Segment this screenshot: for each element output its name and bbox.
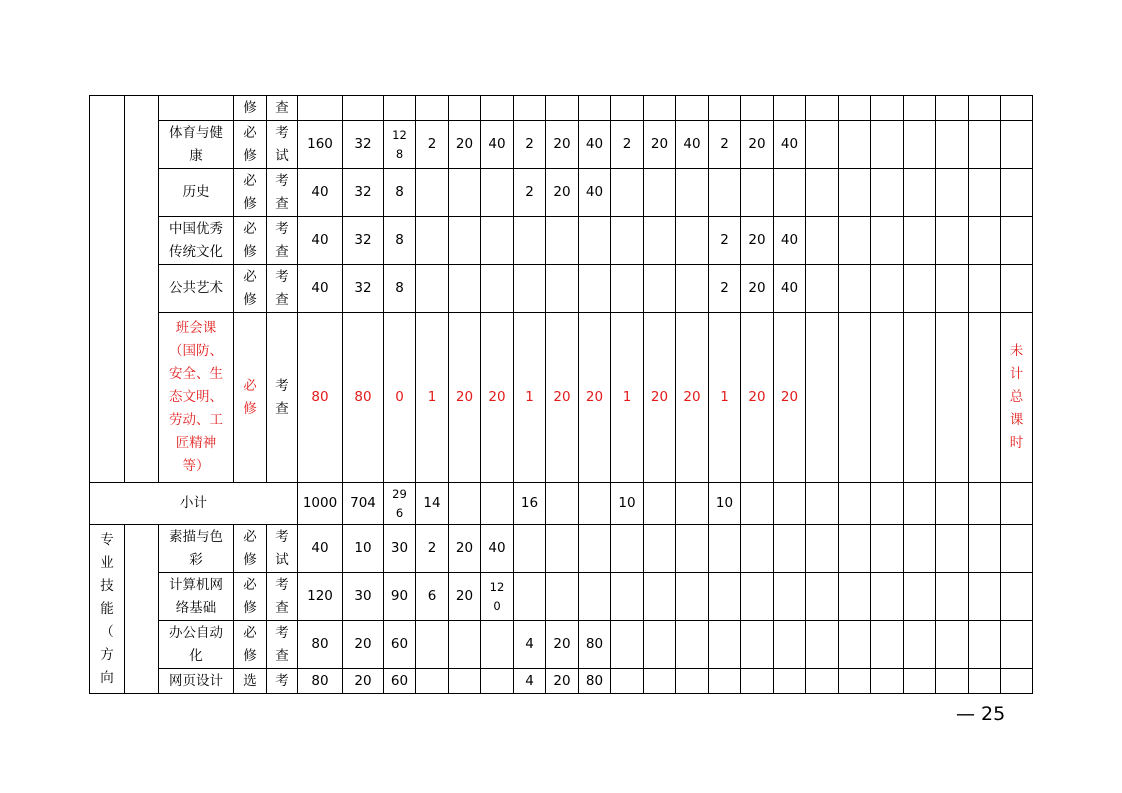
course-type: 必 修 — [234, 265, 267, 313]
semester-cell — [514, 265, 546, 313]
empty-cell — [969, 96, 1001, 121]
semester-cell — [676, 573, 709, 621]
exam-type: 考 试 — [267, 121, 298, 169]
semester-cell: 20 — [644, 313, 676, 483]
semester-cell: 20 — [774, 313, 806, 483]
exam-type: 考 查 — [267, 313, 298, 483]
empty-cell — [904, 96, 936, 121]
empty-cell — [839, 169, 871, 217]
course-name: 历史 — [159, 169, 234, 217]
empty-cell — [969, 313, 1001, 483]
course-name: 班会课 （国防、 安全、生 态文明、 劳动、工 匠精神 等） — [159, 313, 234, 483]
semester-cell: 1 — [709, 313, 741, 483]
exam-type: 考 查 — [267, 217, 298, 265]
table-row — [90, 265, 1033, 313]
semester-cell — [709, 169, 741, 217]
empty-cell — [839, 217, 871, 265]
total-hours: 40 — [298, 169, 343, 217]
empty-cell — [1001, 621, 1033, 669]
semester-cell: 20 — [546, 621, 579, 669]
empty-cell — [969, 573, 1001, 621]
theory-hours: 32 — [343, 265, 384, 313]
exam-type: 考 查 — [267, 621, 298, 669]
semester-cell — [709, 621, 741, 669]
semester-cell — [644, 621, 676, 669]
semester-cell — [416, 669, 449, 694]
semester-cell — [416, 169, 449, 217]
semester-cell — [644, 669, 676, 694]
subtotal-row — [90, 483, 1033, 525]
semester-cell — [579, 573, 611, 621]
semester-cell — [741, 669, 774, 694]
semester-cell — [709, 573, 741, 621]
semester-cell: 20 — [449, 121, 481, 169]
semester-cell — [644, 96, 676, 121]
total-hours: 80 — [298, 669, 343, 694]
empty-cell — [839, 121, 871, 169]
empty-cell — [904, 313, 936, 483]
semester-cell: 20 — [546, 669, 579, 694]
semester-cell — [514, 217, 546, 265]
empty-cell — [839, 265, 871, 313]
empty-cell — [871, 483, 904, 525]
course-type: 必 修 — [234, 621, 267, 669]
semester-cell — [611, 265, 644, 313]
empty-cell — [871, 169, 904, 217]
course-type: 必 修 — [234, 525, 267, 573]
semester-cell: 16 — [514, 483, 546, 525]
empty-cell — [806, 669, 839, 694]
semester-cell — [774, 669, 806, 694]
empty-cell — [1001, 669, 1033, 694]
semester-cell: 2 — [514, 121, 546, 169]
theory-hours: 80 — [343, 313, 384, 483]
theory-hours: 704 — [343, 483, 384, 525]
semester-cell — [579, 217, 611, 265]
total-hours: 120 — [298, 573, 343, 621]
empty-cell — [969, 621, 1001, 669]
course-name — [159, 96, 234, 121]
empty-cell — [1001, 217, 1033, 265]
semester-cell: 40 — [774, 217, 806, 265]
table-body — [90, 96, 1033, 694]
semester-cell — [709, 669, 741, 694]
semester-cell — [481, 265, 514, 313]
semester-cell: 1 — [611, 313, 644, 483]
semester-cell — [676, 483, 709, 525]
semester-cell: 2 — [416, 525, 449, 573]
semester-cell: 2 — [611, 121, 644, 169]
course-type: 必 修 — [234, 573, 267, 621]
semester-cell: 4 — [514, 669, 546, 694]
total-hours: 40 — [298, 217, 343, 265]
empty-cell — [904, 669, 936, 694]
empty-cell — [871, 573, 904, 621]
semester-cell — [611, 525, 644, 573]
empty-cell — [904, 573, 936, 621]
semester-cell — [644, 169, 676, 217]
empty-cell — [1001, 121, 1033, 169]
practice-hours: 0 — [384, 313, 416, 483]
semester-cell: 6 — [416, 573, 449, 621]
table-row — [90, 669, 1033, 694]
empty-cell — [969, 525, 1001, 573]
empty-cell — [1001, 573, 1033, 621]
empty-cell — [806, 621, 839, 669]
empty-cell — [904, 483, 936, 525]
subtotal-label: 小计 — [90, 483, 298, 525]
semester-cell: 2 — [416, 121, 449, 169]
exam-type: 考 查 — [267, 265, 298, 313]
semester-cell: 2 — [709, 217, 741, 265]
semester-cell — [449, 169, 481, 217]
total-hours: 160 — [298, 121, 343, 169]
subcategory-cell — [125, 96, 159, 483]
exam-type: 考 查 — [267, 169, 298, 217]
empty-cell — [839, 96, 871, 121]
semester-cell — [416, 96, 449, 121]
semester-cell: 20 — [579, 313, 611, 483]
semester-cell: 40 — [774, 121, 806, 169]
empty-cell — [936, 96, 969, 121]
semester-cell — [774, 96, 806, 121]
semester-cell — [774, 483, 806, 525]
semester-cell — [579, 483, 611, 525]
exam-type: 考 试 — [267, 525, 298, 573]
category-cell — [90, 96, 125, 483]
semester-cell: 80 — [579, 669, 611, 694]
course-type: 必 修 — [234, 121, 267, 169]
course-name: 中国优秀 传统文化 — [159, 217, 234, 265]
table-row — [90, 573, 1033, 621]
practice-hours: 90 — [384, 573, 416, 621]
semester-cell — [546, 483, 579, 525]
course-type: 必 修 — [234, 313, 267, 483]
semester-cell — [676, 525, 709, 573]
table-row — [90, 121, 1033, 169]
semester-cell: 1 — [514, 313, 546, 483]
empty-cell — [936, 525, 969, 573]
semester-cell: 20 — [676, 313, 709, 483]
semester-cell — [644, 217, 676, 265]
course-name: 计算机网 络基础 — [159, 573, 234, 621]
semester-cell — [676, 265, 709, 313]
empty-cell — [904, 169, 936, 217]
total-hours: 1000 — [298, 483, 343, 525]
empty-cell — [806, 525, 839, 573]
empty-cell — [969, 265, 1001, 313]
empty-cell — [871, 96, 904, 121]
practice-hours: 8 — [384, 169, 416, 217]
course-type: 选 — [234, 669, 267, 694]
semester-cell — [709, 96, 741, 121]
table-row — [90, 621, 1033, 669]
theory-hours: 32 — [343, 121, 384, 169]
course-type: 必 修 — [234, 169, 267, 217]
semester-cell — [611, 96, 644, 121]
semester-cell — [676, 217, 709, 265]
empty-cell — [936, 169, 969, 217]
semester-cell — [741, 169, 774, 217]
semester-cell — [579, 525, 611, 573]
semester-cell: 14 — [416, 483, 449, 525]
semester-cell — [644, 573, 676, 621]
semester-cell: 2 — [514, 169, 546, 217]
semester-cell: 2 — [709, 121, 741, 169]
empty-cell — [871, 669, 904, 694]
semester-cell — [741, 96, 774, 121]
course-name: 体育与健 康 — [159, 121, 234, 169]
page-number: — 25 — [956, 703, 1006, 725]
empty-cell — [904, 525, 936, 573]
semester-cell: 20 — [741, 265, 774, 313]
semester-cell — [546, 96, 579, 121]
empty-cell — [806, 169, 839, 217]
semester-cell: 40 — [481, 121, 514, 169]
semester-cell — [676, 169, 709, 217]
course-name: 办公自动 化 — [159, 621, 234, 669]
semester-cell — [741, 621, 774, 669]
semester-cell — [481, 169, 514, 217]
semester-cell — [481, 96, 514, 121]
semester-cell: 20 — [741, 121, 774, 169]
empty-cell — [806, 121, 839, 169]
semester-cell — [416, 217, 449, 265]
semester-cell — [514, 573, 546, 621]
semester-cell — [449, 217, 481, 265]
empty-cell — [871, 265, 904, 313]
semester-cell — [449, 265, 481, 313]
theory-hours: 30 — [343, 573, 384, 621]
semester-cell — [514, 96, 546, 121]
semester-cell: 40 — [579, 169, 611, 217]
theory-hours: 20 — [343, 669, 384, 694]
empty-cell — [936, 669, 969, 694]
semester-cell — [774, 573, 806, 621]
semester-cell: 80 — [579, 621, 611, 669]
empty-cell — [936, 265, 969, 313]
theory-hours: 32 — [343, 217, 384, 265]
semester-cell — [611, 669, 644, 694]
practice-hours — [384, 96, 416, 121]
empty-cell — [1001, 483, 1033, 525]
semester-cell: 10 — [611, 483, 644, 525]
total-hours — [298, 96, 343, 121]
semester-cell — [481, 669, 514, 694]
empty-cell — [1001, 169, 1033, 217]
semester-cell — [579, 265, 611, 313]
empty-cell — [806, 265, 839, 313]
total-hours: 40 — [298, 265, 343, 313]
semester-cell: 12 0 — [481, 573, 514, 621]
empty-cell — [936, 313, 969, 483]
semester-cell — [449, 483, 481, 525]
subcategory-cell — [125, 525, 159, 694]
semester-cell — [546, 573, 579, 621]
empty-cell — [969, 121, 1001, 169]
total-hours: 40 — [298, 525, 343, 573]
theory-hours: 10 — [343, 525, 384, 573]
semester-cell — [514, 525, 546, 573]
empty-cell — [1001, 525, 1033, 573]
semester-cell — [774, 621, 806, 669]
empty-cell — [936, 573, 969, 621]
practice-hours: 8 — [384, 217, 416, 265]
empty-cell — [871, 621, 904, 669]
theory-hours — [343, 96, 384, 121]
empty-cell — [969, 169, 1001, 217]
empty-cell — [806, 96, 839, 121]
course-type: 必 修 — [234, 217, 267, 265]
empty-cell — [969, 483, 1001, 525]
practice-hours: 30 — [384, 525, 416, 573]
empty-cell — [969, 669, 1001, 694]
empty-cell — [936, 217, 969, 265]
semester-cell: 20 — [449, 313, 481, 483]
semester-cell — [481, 621, 514, 669]
semester-cell — [644, 265, 676, 313]
empty-cell — [839, 525, 871, 573]
practice-hours: 8 — [384, 265, 416, 313]
semester-cell: 20 — [644, 121, 676, 169]
empty-cell — [904, 621, 936, 669]
practice-hours: 60 — [384, 621, 416, 669]
semester-cell: 20 — [546, 169, 579, 217]
semester-cell — [449, 96, 481, 121]
semester-cell — [676, 669, 709, 694]
semester-cell — [416, 265, 449, 313]
semester-cell — [611, 169, 644, 217]
semester-cell: 2 — [709, 265, 741, 313]
course-name: 网页设计 — [159, 669, 234, 694]
semester-cell: 40 — [676, 121, 709, 169]
semester-cell — [416, 621, 449, 669]
semester-cell — [741, 525, 774, 573]
semester-cell — [676, 96, 709, 121]
table-row — [90, 313, 1033, 483]
empty-cell — [1001, 265, 1033, 313]
table-row — [90, 217, 1033, 265]
empty-cell — [936, 483, 969, 525]
course-name: 素描与色 彩 — [159, 525, 234, 573]
empty-cell — [839, 669, 871, 694]
curriculum-table — [89, 95, 1033, 694]
course-type: 修 — [234, 96, 267, 121]
empty-cell — [806, 217, 839, 265]
semester-cell — [709, 525, 741, 573]
semester-cell — [774, 525, 806, 573]
semester-cell — [449, 621, 481, 669]
theory-hours: 20 — [343, 621, 384, 669]
semester-cell — [644, 483, 676, 525]
empty-cell — [1001, 96, 1033, 121]
empty-cell — [806, 573, 839, 621]
semester-cell: 40 — [774, 265, 806, 313]
table-row — [90, 96, 1033, 121]
semester-cell: 20 — [546, 313, 579, 483]
semester-cell — [546, 217, 579, 265]
semester-cell — [481, 217, 514, 265]
practice-hours: 12 8 — [384, 121, 416, 169]
empty-cell — [936, 121, 969, 169]
semester-cell: 20 — [546, 121, 579, 169]
table-row — [90, 169, 1033, 217]
semester-cell: 20 — [449, 525, 481, 573]
semester-cell: 1 — [416, 313, 449, 483]
theory-hours: 32 — [343, 169, 384, 217]
course-name: 公共艺术 — [159, 265, 234, 313]
semester-cell — [644, 525, 676, 573]
empty-cell — [904, 265, 936, 313]
semester-cell — [611, 621, 644, 669]
semester-cell — [611, 217, 644, 265]
exam-type: 查 — [267, 96, 298, 121]
semester-cell: 20 — [741, 217, 774, 265]
semester-cell: 20 — [481, 313, 514, 483]
semester-cell — [741, 483, 774, 525]
empty-cell — [871, 121, 904, 169]
empty-cell — [839, 573, 871, 621]
empty-cell — [871, 217, 904, 265]
semester-cell: 40 — [481, 525, 514, 573]
practice-hours: 29 6 — [384, 483, 416, 525]
semester-cell — [449, 669, 481, 694]
semester-cell — [546, 265, 579, 313]
semester-cell — [481, 483, 514, 525]
exam-type: 考 — [267, 669, 298, 694]
category-cell: 专 业 技 能 （ 方 向 — [90, 525, 125, 694]
empty-cell — [871, 313, 904, 483]
semester-cell: 20 — [741, 313, 774, 483]
semester-cell: 10 — [709, 483, 741, 525]
semester-cell — [774, 169, 806, 217]
empty-cell — [904, 217, 936, 265]
total-hours: 80 — [298, 621, 343, 669]
empty-cell — [969, 217, 1001, 265]
empty-cell — [806, 483, 839, 525]
note-cell: 未 计 总 课 时 — [1001, 313, 1033, 483]
empty-cell — [936, 621, 969, 669]
table-row — [90, 525, 1033, 573]
semester-cell — [611, 573, 644, 621]
exam-type: 考 查 — [267, 573, 298, 621]
semester-cell: 4 — [514, 621, 546, 669]
empty-cell — [871, 525, 904, 573]
semester-cell — [741, 573, 774, 621]
empty-cell — [904, 121, 936, 169]
semester-cell — [546, 525, 579, 573]
semester-cell — [676, 621, 709, 669]
empty-cell — [839, 313, 871, 483]
semester-cell: 40 — [579, 121, 611, 169]
semester-cell — [579, 96, 611, 121]
total-hours: 80 — [298, 313, 343, 483]
practice-hours: 60 — [384, 669, 416, 694]
empty-cell — [839, 483, 871, 525]
semester-cell: 20 — [449, 573, 481, 621]
empty-cell — [806, 313, 839, 483]
empty-cell — [839, 621, 871, 669]
